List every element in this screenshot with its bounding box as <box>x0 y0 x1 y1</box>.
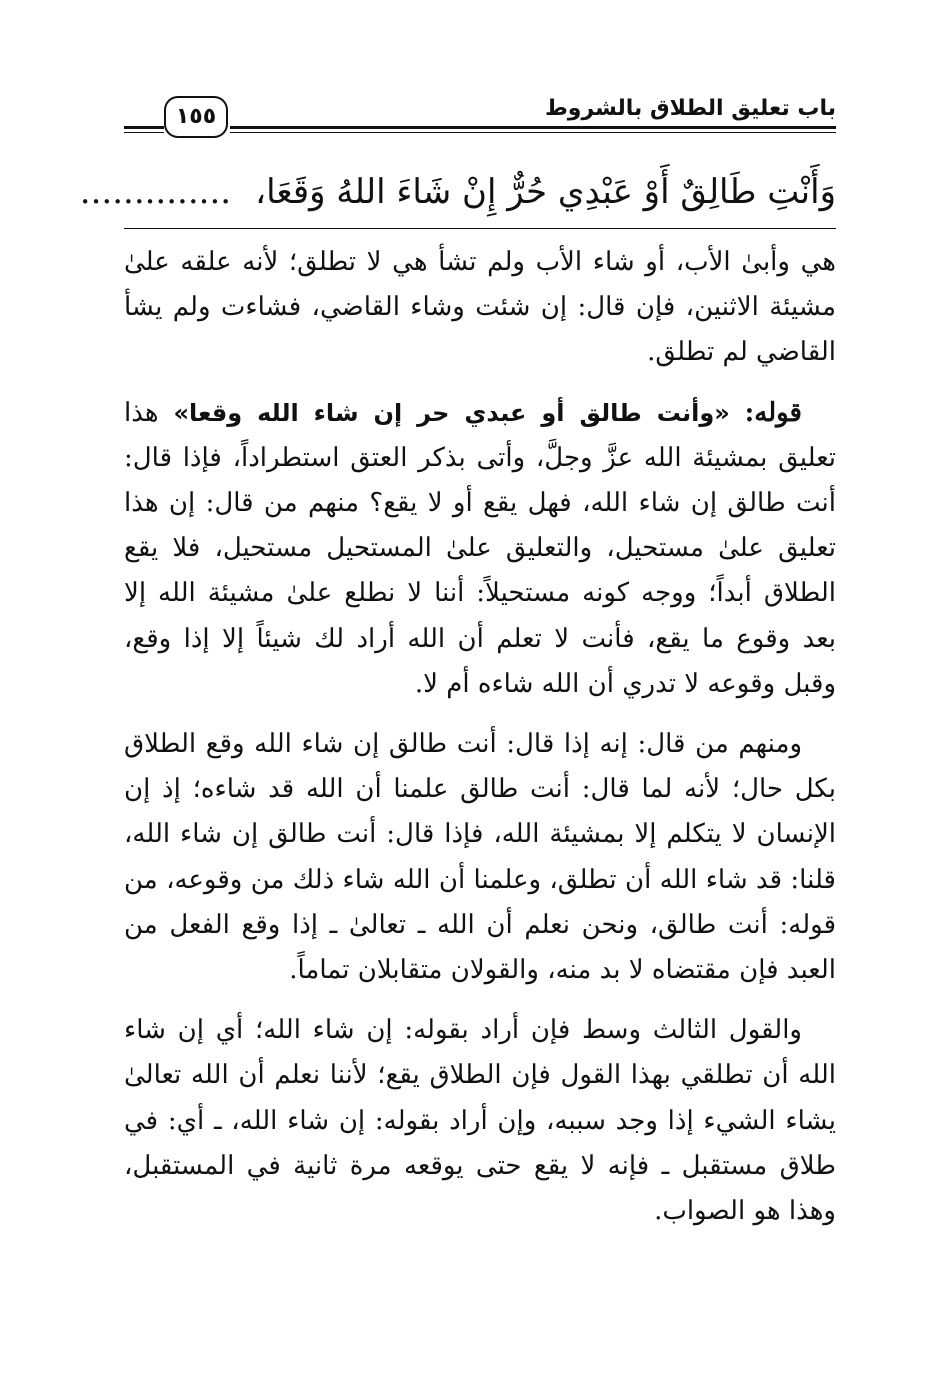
header-rule-left-thin <box>124 132 164 133</box>
matn-dots: .............. <box>79 172 232 212</box>
running-header <box>124 90 836 150</box>
matn-divider <box>124 228 836 229</box>
matn-text: وَأَنْتِ طَالِقٌ أَوْ عَبْدِي حُرٌّ إِنْ شَاءَ اللهُ وَقَعَا، <box>255 172 836 212</box>
paragraph-2-text: هذا تعليق بمشيئة الله عزَّ وجلَّ، وأتى بذكر العتق استطراداً، فإذا قال: أنت طالق إن شاء الله، فهل يقع أو لا يقع؟ منهم من قال: إن هذا تعليق علىٰ مستحيل، والتعليق علىٰ المستحيل مستحيل، فلا يقع الطلاق أبداً؛ ووجه كونه مستحيلاً: أننا لا نطلع علىٰ مشيئة الله إلا بعد وقوع ما يقع، فأنت لا تعلم أن الله أراد لك شيئاً إلا إذا وقع، وقبل وقوعه لا تدري أن الله شاءه أم لا. <box>124 397 836 699</box>
matn-quote: «وأنت طالق أو عبدي حر إن شاء الله وقعا» <box>173 398 730 427</box>
chapter-title: باب تعليق الطلاق بالشروط <box>544 96 836 121</box>
page-number: ١٥٥ <box>164 96 228 138</box>
paragraph-3: ومنهم من قال: إنه إذا قال: أنت طالق إن شاء الله وقع الطلاق بكل حال؛ لأنه لما قال: أنت طالق علمنا أن الله قد شاءه؛ إذ إن الإنسان لا يتكلم إلا بمشيئة الله، فإذا قال: أنت طالق إن شاء الله، قلنا: قد شاء الله أن تطلق، وعلمنا أن الله شاء ذلك من وقوعه، من قوله: أنت طالق، ونحن نعلم أن الله ـ تعالىٰ ـ إذا وقع الفعل من العبد فإن مقتضاه لا بد منه، والقولان متقابلان تماماً. <box>124 729 836 986</box>
matn-line <box>79 162 836 222</box>
header-rule-left-thick <box>124 126 164 129</box>
paragraph-2 <box>124 391 836 707</box>
paragraph-4: والقول الثالث وسط فإن أراد بقوله: إن شاء الله؛ أي إن شاء الله أن تطلقي بهذا القول فإن الطلاق يقع؛ لأننا نعلم أن الله تعالىٰ يشاء الشيء إذا وجد سببه، وإن أراد بقوله: إن شاء الله، ـ أي: في طلاق مستقبل ـ فإنه لا يقع حتى يوقعه مرة ثانية في المستقبل، وهذا هو الصواب. <box>124 1015 836 1227</box>
header-rule-thin <box>230 132 836 133</box>
header-rule-thick <box>230 126 836 129</box>
paragraph-1: هي وأبىٰ الأب، أو شاء الأب ولم تشأ هي لا تطلق؛ لأنه علقه علىٰ مشيئة الاثنين، فإن قال: إن شئت وشاء القاضي، فشاءت ولم يشأ القاضي لم تطلق. <box>124 247 836 368</box>
commentary <box>124 240 836 1249</box>
qawluhu-label: قوله: <box>744 397 802 428</box>
